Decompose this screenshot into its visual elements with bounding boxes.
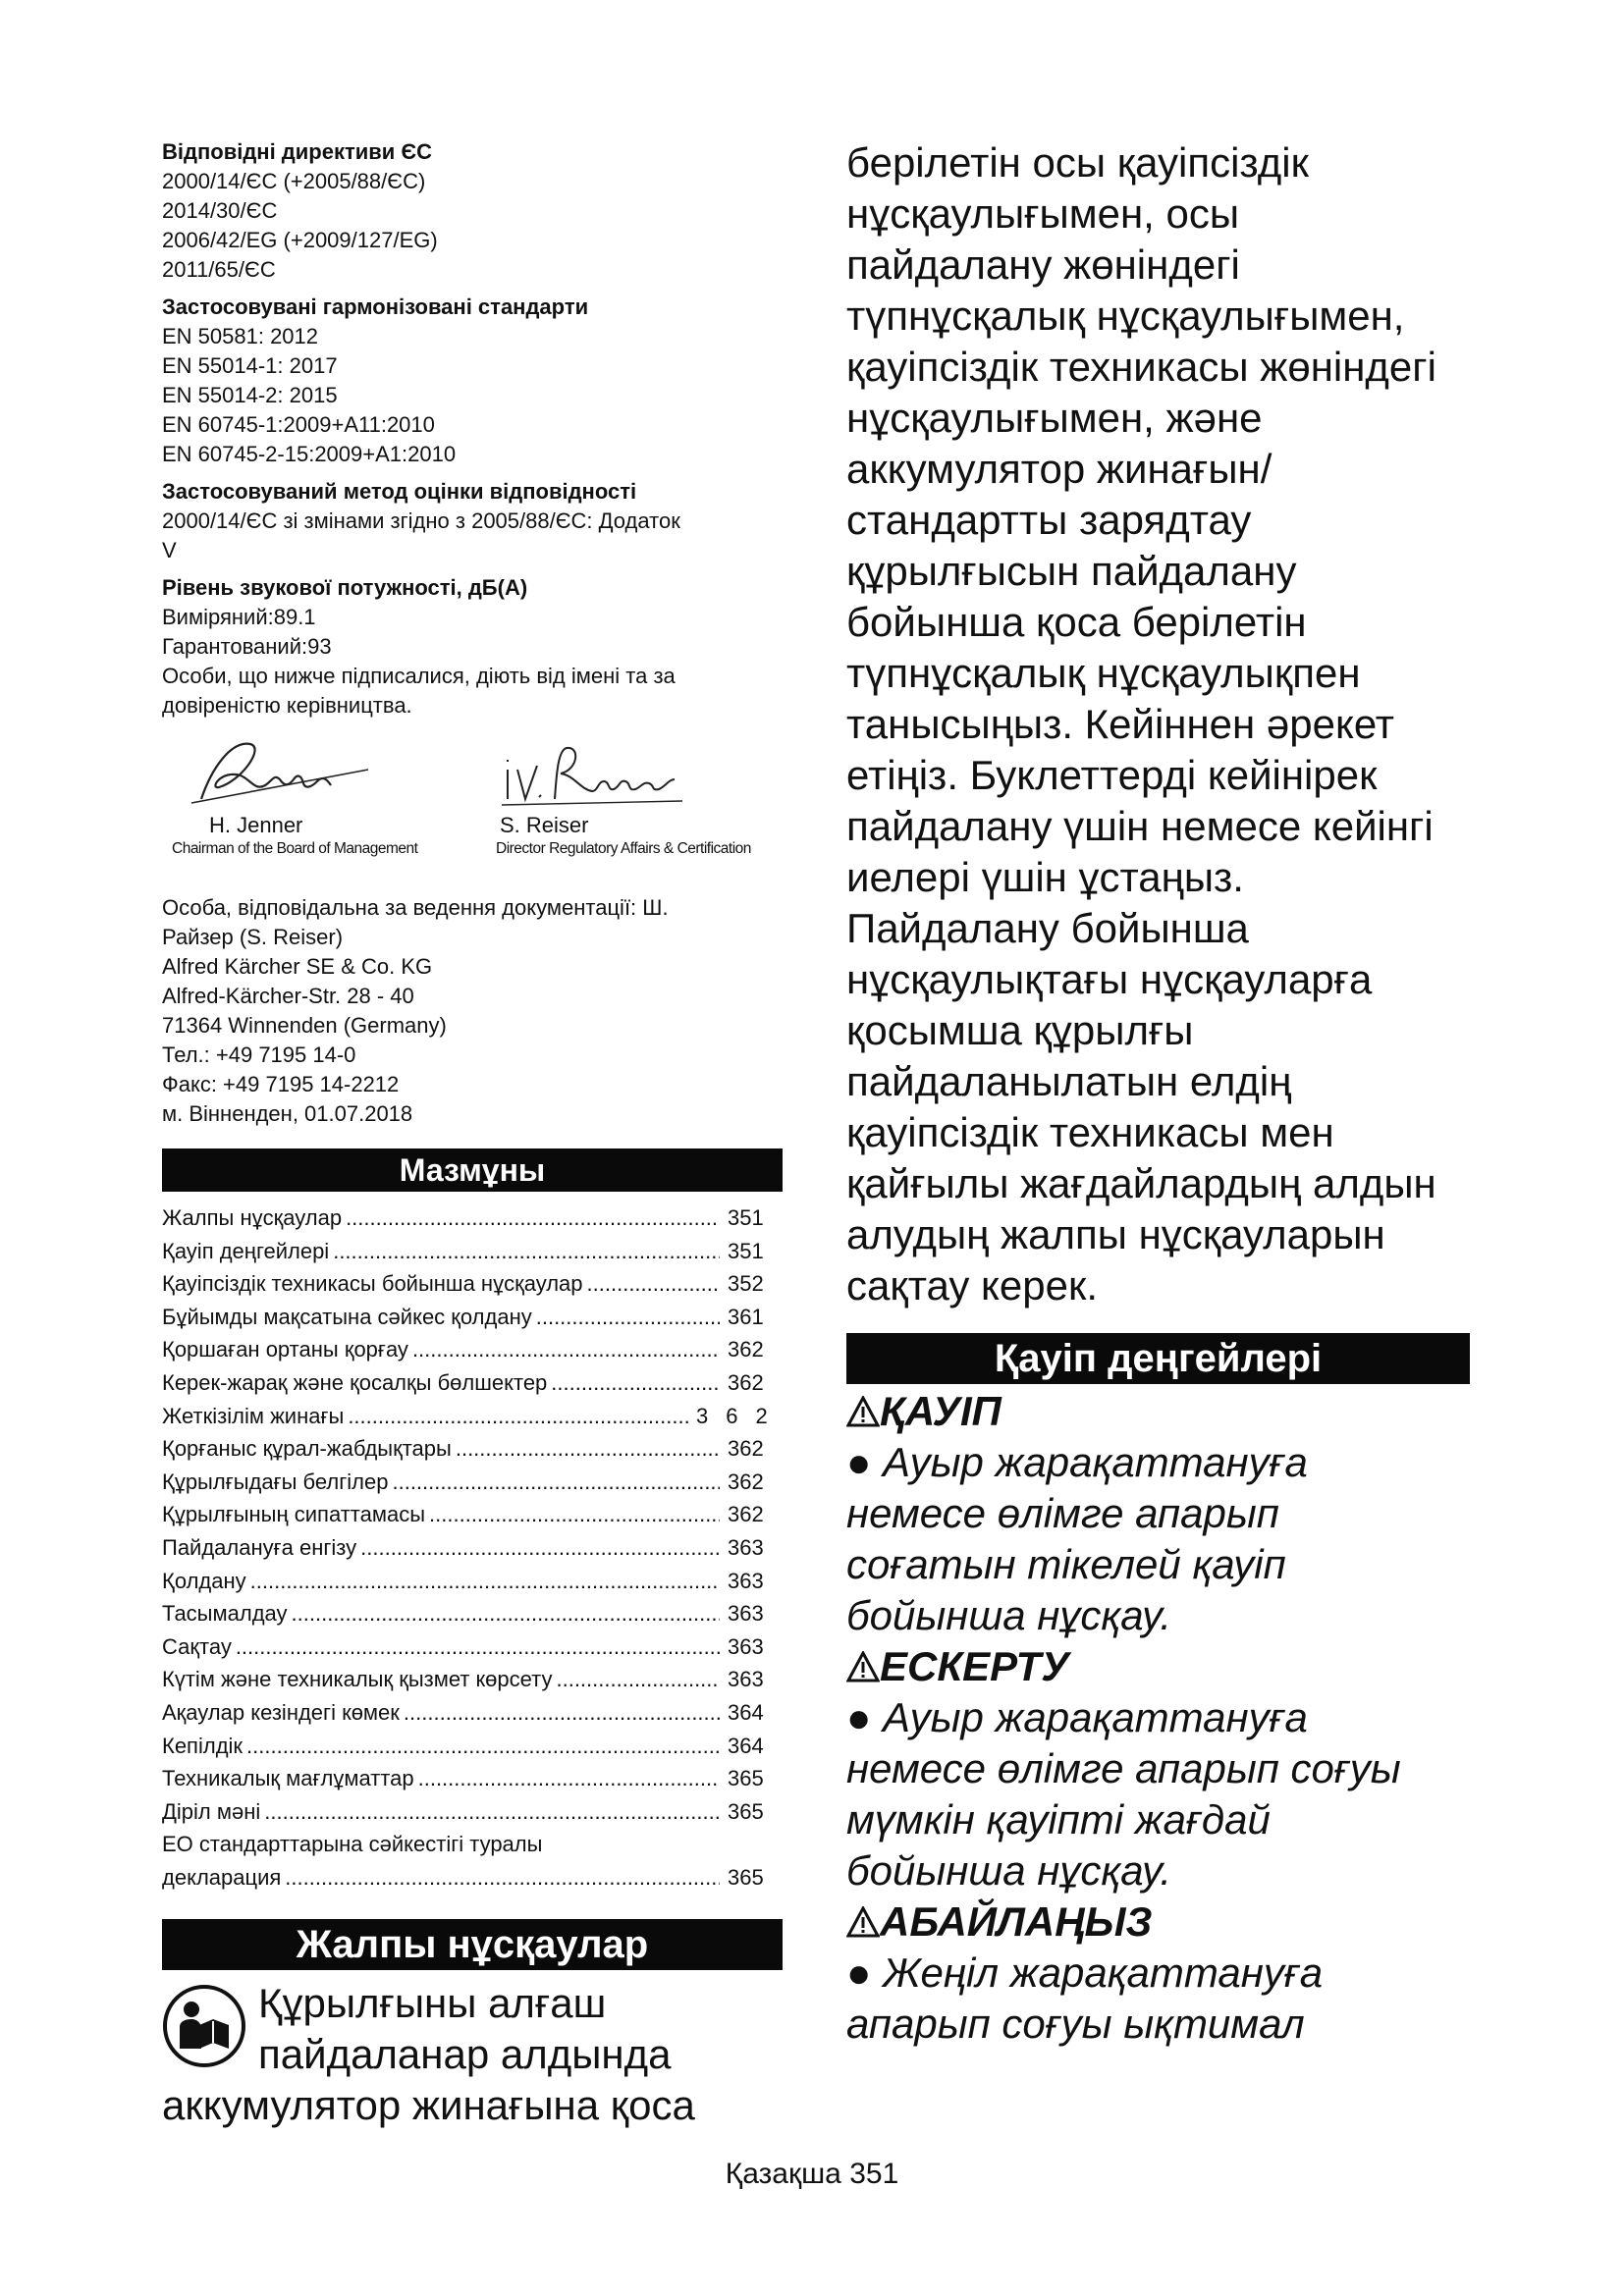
text-line: қауіпсіздік техникасы мен	[846, 1109, 1334, 1155]
toc-item-page: 364	[728, 1699, 764, 1725]
toc-item[interactable]	[162, 1795, 764, 1829]
toc-item-page: 365	[728, 1766, 764, 1791]
sound-block	[162, 573, 783, 721]
general-text	[846, 137, 1475, 1311]
caution-text: ● Жеңіл жарақаттануға апарып соғуы ықтимал	[846, 1948, 1475, 2050]
toc-item-page: 362	[728, 1468, 764, 1494]
toc-item-page: 351	[728, 1205, 764, 1230]
text-line: нұсқаулығымен, және	[846, 395, 1263, 441]
page-footer	[0, 2158, 1624, 2191]
toc-item-label: Керек-жарақ және қосалқы бөлшектер	[162, 1369, 548, 1395]
toc-item-page: 362	[728, 1337, 764, 1362]
toc-item[interactable]	[162, 1333, 764, 1366]
toc-item[interactable]	[162, 1400, 783, 1433]
standard-line: EN 55014-1: 2017	[162, 353, 338, 378]
toc-item-label: Құрылғының сипаттамасы	[162, 1502, 426, 1527]
toc-item-page: 352	[728, 1271, 764, 1297]
toc-item-label: Пайдалануға енгізу	[162, 1534, 357, 1560]
toc-item-label: Жалпы нұсқаулар	[162, 1205, 343, 1230]
standards-title: Застосовувані гармонізовані стандарти	[162, 294, 589, 319]
toc-item[interactable]	[162, 1432, 764, 1466]
toc-item-page: 351	[728, 1238, 764, 1263]
toc-item-label: декларация	[162, 1864, 282, 1890]
text-line: сақтау керек.	[846, 1262, 1099, 1308]
text-line: нұсқаулығымен, осы	[846, 190, 1240, 237]
toc-item[interactable]	[162, 1597, 764, 1630]
contact-line: 71364 Winnenden (Germany)	[162, 1013, 447, 1038]
toc-item[interactable]	[162, 1565, 764, 1598]
contact-line: Alfred Kärcher SE & Co. KG	[162, 954, 433, 979]
directive-line: 2006/42/EG (+2009/127/EG)	[162, 228, 438, 252]
method-title: Застосовуваний метод оцінки відповідності	[162, 479, 637, 504]
standard-line: EN 60745-2-15:2009+A1:2010	[162, 442, 457, 466]
danger-line: соғатын тікелей қауіп	[846, 1541, 1286, 1587]
caution-label: АБАЙЛАҢЫЗ	[880, 1898, 1153, 1945]
toc-item-label: Кепілдік	[162, 1733, 244, 1758]
signers-note: довіреністю керівництва.	[162, 693, 412, 718]
toc-item-page: 364	[728, 1733, 764, 1758]
contact-line: м. Вінненден, 01.07.2018	[162, 1101, 413, 1126]
toc-item-label: Қоршаған ортаны қорғау	[162, 1337, 408, 1362]
method-line: V	[162, 538, 177, 562]
toc-title: Мазмұны	[162, 1148, 783, 1192]
warning-triangle-icon	[846, 1651, 880, 1682]
footer-language: Қазақша	[725, 2158, 841, 2190]
text-line: қосымша құрылғы	[846, 1007, 1194, 1053]
toc-item-label: Техникалық мағлұматтар	[162, 1766, 414, 1791]
general-intro	[162, 1978, 783, 2131]
contact-line: Особа, відповідальна за ведення документації: Ш.	[162, 895, 669, 920]
directives-block	[162, 137, 783, 285]
contact-line: Райзер (S. Reiser)	[162, 925, 344, 949]
text-line: қайғылы жағдайлардың алдын	[846, 1160, 1436, 1206]
toc-item[interactable]	[162, 1301, 764, 1334]
danger-label: ҚАУІП	[880, 1388, 1001, 1434]
directive-line: 2011/65/ЄС	[162, 257, 276, 282]
text-line: түпнұсқалық нұсқаулықпен	[846, 650, 1361, 696]
directives-title: Відповідні директиви ЄС	[162, 139, 432, 164]
signature-reiser	[496, 730, 781, 860]
toc-item[interactable]	[162, 1696, 764, 1730]
text-line: стандартты зарядтау	[846, 497, 1252, 543]
text-line: пайдалану үшін немесе кейінгі	[846, 803, 1434, 849]
standards-block	[162, 293, 783, 469]
signature-reiser-image	[496, 730, 692, 813]
signers-note: Особи, що нижче підписалися, діють від імені та за	[162, 664, 676, 688]
text-line: Пайдалану бойынша	[846, 905, 1249, 951]
signer2-role: Director Regulatory Affairs & Certification	[496, 840, 751, 857]
standard-line: EN 50581: 2012	[162, 324, 319, 348]
contact-block	[162, 893, 783, 1129]
toc-item-last[interactable]	[162, 1828, 764, 1894]
text-line: алудың жалпы нұсқауларын	[846, 1211, 1385, 1257]
warning-line: мүмкін қауіпті жағдай	[846, 1796, 1271, 1842]
danger-text: ● Ауыр жарақаттануға немесе өлімге апарып соғатын тікелей қауіп бойынша нұсқау.	[846, 1437, 1475, 1641]
contact-line: Alfred-Kärcher-Str. 28 - 40	[162, 984, 414, 1008]
signature-jenner	[172, 730, 457, 860]
read-manual-icon	[162, 1984, 246, 2068]
toc-item-label: Жеткізілім жинағы	[162, 1403, 345, 1428]
toc-item-page: 363	[728, 1601, 764, 1627]
intro-line: пайдаланар алдында	[258, 2031, 672, 2078]
toc-item[interactable]	[162, 1630, 764, 1664]
toc-item-label: Қолдану	[162, 1568, 246, 1593]
toc-item[interactable]	[162, 1366, 764, 1400]
hazards-title: Қауіп деңгейлері	[846, 1333, 1470, 1384]
sound-title: Рівень звукової потужності, дБ(А)	[162, 575, 528, 600]
signer1-name: H. Jenner	[209, 813, 303, 837]
text-line: құрылғысын пайдалану	[846, 548, 1297, 594]
danger-line: бойынша нұсқау.	[846, 1592, 1172, 1638]
text-line: пайдалану жөніндегі	[846, 241, 1240, 288]
toc-item-page: 363	[728, 1568, 764, 1593]
text-line: танысыңыз. Кейіннен әрекет	[846, 701, 1395, 747]
toc-item-page: 365	[728, 1864, 764, 1890]
warning-line: немесе өлімге апарып соғуы	[846, 1745, 1401, 1791]
toc-item-page: 362	[728, 1502, 764, 1527]
toc-item-label: Күтім және техникалық қызмет көрсету	[162, 1667, 553, 1692]
text-line: түпнұсқалық нұсқаулығымен,	[846, 293, 1405, 339]
left-column	[162, 137, 783, 2131]
warning-heading	[846, 1641, 1475, 1692]
toc-item-label: Бұйымды мақсатына сәйкес қолдану	[162, 1304, 532, 1329]
toc-item-label: Сақтау	[162, 1633, 232, 1659]
danger-heading	[846, 1386, 1475, 1437]
toc-item-page: 362	[696, 1403, 785, 1428]
text-line: бойынша қоса берілетін	[846, 599, 1307, 645]
footer-page-number: 351	[849, 2158, 899, 2190]
caution-line: Жеңіл жарақаттануға	[883, 1949, 1324, 1996]
toc-item-label: Діріл мәні	[162, 1798, 261, 1824]
toc-item-label: Қауіпсіздік техникасы бойынша нұсқаулар	[162, 1271, 583, 1297]
directive-line: 2014/30/ЄС	[162, 198, 278, 223]
toc-item-page: 362	[728, 1369, 764, 1395]
toc-item[interactable]	[162, 1466, 764, 1499]
toc-item-page: 362	[728, 1436, 764, 1462]
text-line: берілетін осы қауіпсіздік	[846, 139, 1309, 186]
text-line: пайдаланылатын елдің	[846, 1058, 1292, 1104]
intro-line: аккумулятор жинағына қоса	[162, 2082, 695, 2129]
toc-item-label: ЕО стандарттарына сәйкестігі туралы	[162, 1832, 543, 1857]
toc-item-label: Құрылғыдағы белгілер	[162, 1468, 389, 1494]
text-line: қауіпсіздік техникасы жөніндегі	[846, 344, 1436, 390]
sound-line: Виміряний:89.1	[162, 605, 316, 629]
standard-line: EN 55014-2: 2015	[162, 383, 338, 407]
toc-item-page: 363	[728, 1534, 764, 1560]
toc-list	[162, 1201, 783, 1894]
warning-triangle-icon	[846, 1906, 880, 1938]
text-line: иелері үшін ұстаңыз.	[846, 854, 1244, 900]
text-line: аккумулятор жинағын/	[846, 446, 1272, 492]
warning-text: ● Ауыр жарақаттануға немесе өлімге апарып соғуы мүмкін қауіпті жағдай бойынша нұсқау.	[846, 1692, 1475, 1896]
intro-line: Құрылғыны алғаш	[258, 1980, 607, 2027]
danger-line: Ауыр жарақаттануға	[883, 1439, 1308, 1485]
general-title: Жалпы нұсқаулар	[162, 1919, 783, 1970]
toc-item[interactable]	[162, 1235, 764, 1268]
right-column	[846, 137, 1475, 2050]
danger-line: немесе өлімге апарып	[846, 1490, 1279, 1536]
toc-item[interactable]	[162, 1730, 764, 1763]
warning-line: бойынша нұсқау.	[846, 1847, 1172, 1894]
text-line: нұсқаулықтағы нұсқауларға	[846, 956, 1373, 1002]
toc-item[interactable]	[162, 1201, 764, 1235]
toc-item[interactable]	[162, 1498, 764, 1531]
warning-line: Ауыр жарақаттануға	[883, 1694, 1308, 1740]
warning-triangle-icon	[846, 1396, 880, 1427]
directive-line: 2000/14/ЄС (+2005/88/ЄС)	[162, 169, 426, 193]
method-line: 2000/14/ЄС зі змінами згідно з 2005/88/ЄС: Додаток	[162, 508, 680, 533]
contact-line: Факс: +49 7195 14-2212	[162, 1072, 400, 1096]
toc-item-page: 363	[728, 1633, 764, 1659]
toc-item[interactable]	[162, 1762, 764, 1795]
text-line: етіңіз. Буклеттерді кейінірек	[846, 752, 1378, 798]
standard-line: EN 60745-1:2009+A11:2010	[162, 412, 435, 437]
toc-item-label: Ақаулар кезіндегі көмек	[162, 1699, 400, 1725]
caution-heading	[846, 1896, 1475, 1948]
warning-label: ЕСКЕРТУ	[880, 1643, 1069, 1689]
toc-item-label: Қауіп деңгейлері	[162, 1238, 330, 1263]
sound-line: Гарантований:93	[162, 634, 332, 659]
toc-item-page: 361	[728, 1304, 764, 1329]
signatures	[162, 730, 783, 887]
method-block	[162, 477, 783, 565]
signer1-role: Chairman of the Board of Management	[172, 840, 418, 857]
toc-item[interactable]	[162, 1531, 764, 1565]
toc-item-label: Тасымалдау	[162, 1601, 288, 1627]
caution-line: апарып соғуы ықтимал	[846, 2001, 1305, 2047]
signer2-name: S. Reiser	[500, 813, 589, 837]
toc-item-page: 363	[728, 1667, 764, 1692]
contact-line: Тел.: +49 7195 14-0	[162, 1042, 356, 1067]
signature-jenner-image	[172, 730, 407, 813]
toc-item[interactable]	[162, 1663, 764, 1696]
toc-item-page: 365	[728, 1798, 764, 1824]
toc-item-label: Қорғаныс құрал-жабдықтары	[162, 1436, 452, 1462]
toc-item[interactable]	[162, 1267, 764, 1301]
